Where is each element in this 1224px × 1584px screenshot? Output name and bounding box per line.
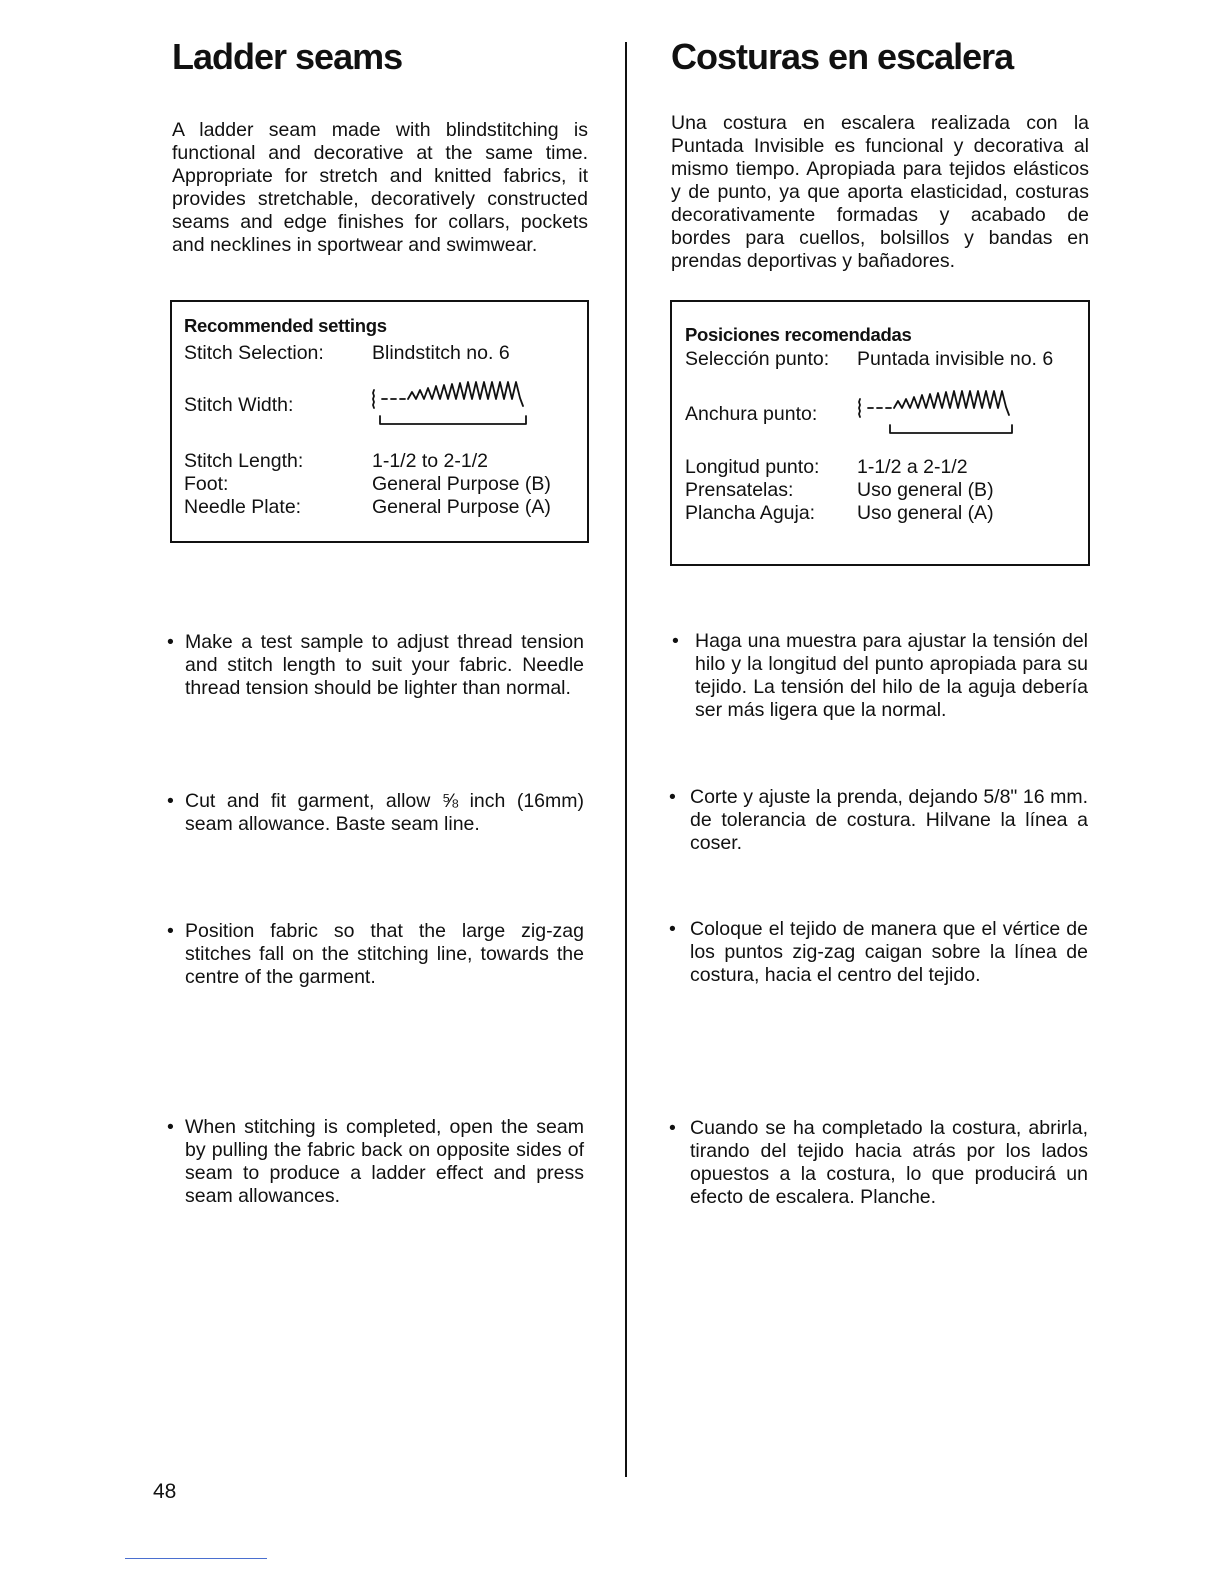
step-text: Corte y ajuste la prenda, dejando 5/8" 16 mm. de tolerancia de costura. Hilvane la línea a coser. <box>690 786 1088 854</box>
stitch-width-diagram <box>370 380 530 430</box>
step-text: Coloque el tejido de manera que el vértice de los puntos zig-zag caigan sobre la línea de costura, hacia el centro del tejido. <box>690 918 1088 986</box>
footer-rule <box>125 1558 267 1559</box>
spanish-intro: Una costura en escalera realizada con la Puntada Invisible es funcional y decorativa al mismo tiempo. Apropiada para tejidos elásticos y de punto, ya que aporta elasticidad, costuras decorativamente formadas y acabado de bordes para cuellos, bolsillos y bandas en prendas deportivas y bañadores. <box>671 112 1089 272</box>
spanish-step-1 <box>672 630 1088 722</box>
english-intro: A ladder seam made with blindstitching is functional and decorative at the same time. Appropriate for stretch and knitted fabrics, it provides stretchable, decoratively constructed seams and edge finishes for collars, pockets and necklines in sportwear and swimwear. <box>172 119 588 256</box>
step-text: When stitching is completed, open the seam by pulling the fabric back on opposite sides of seam to produce a ladder effect and press seam allowances. <box>185 1116 584 1207</box>
step-text: Cut and fit garment, allow ⅝ inch (16mm) seam allowance. Baste seam line. <box>185 790 584 835</box>
foot-label: Foot: <box>184 473 229 495</box>
stitch-width-label: Anchura punto: <box>685 403 818 425</box>
bullet-icon: • <box>167 920 174 942</box>
stitch-length-value: 1-1/2 a 2-1/2 <box>857 456 968 478</box>
page-number: 48 <box>153 1480 177 1503</box>
spanish-title: Costuras en escalera <box>671 36 1014 77</box>
english-title: Ladder seams <box>172 36 403 77</box>
stitch-width-label: Stitch Width: <box>184 394 294 416</box>
stitch-length-label: Stitch Length: <box>184 450 304 472</box>
settings-heading: Recommended settings <box>184 315 387 336</box>
needle-plate-label: Needle Plate: <box>184 496 302 518</box>
bullet-icon: • <box>167 1116 174 1138</box>
foot-value: General Purpose (B) <box>372 473 551 495</box>
english-step-1 <box>167 631 584 723</box>
foot-value: Uso general (B) <box>857 479 994 501</box>
stitch-length-label: Longitud punto: <box>685 456 820 478</box>
spanish-step-2 <box>669 786 1088 855</box>
bullet-icon: • <box>669 786 676 808</box>
stitch-selection-value: Puntada invisible no. 6 <box>857 348 1054 370</box>
english-step-3 <box>167 920 584 989</box>
foot-label: Prensatelas: <box>685 479 794 501</box>
stitch-selection-value: Blindstitch no. 6 <box>372 342 510 364</box>
step-text: Make a test sample to adjust thread tension and stitch length to suit your fabric. Needle thread tension should be lighter than normal. <box>185 631 584 699</box>
step-text: Cuando se ha completado la costura, abrirla, tirando del tejido hacia atrás por los lados opuestos a la costura, lo que producirá un efecto de escalera. Planche. <box>690 1117 1088 1208</box>
stitch-length-value: 1-1/2 to 2-1/2 <box>372 450 488 472</box>
bullet-icon: • <box>167 790 174 812</box>
step-text: Position fabric so that the large zig-zag stitches fall on the stitching line, towards the centre of the garment. <box>185 920 584 988</box>
needle-plate-label: Plancha Aguja: <box>685 502 816 524</box>
spanish-step-4 <box>669 1117 1088 1209</box>
settings-heading: Posiciones recomendadas <box>685 324 912 345</box>
needle-plate-value: Uso general (A) <box>857 502 994 524</box>
english-step-4 <box>167 1116 584 1208</box>
stitch-selection-label: Selección punto: <box>685 348 830 370</box>
bullet-icon: • <box>669 918 676 940</box>
column-divider <box>625 42 627 1477</box>
stitch-selection-label: Stitch Selection: <box>184 342 324 364</box>
bullet-icon: • <box>167 631 174 653</box>
english-step-2 <box>167 790 584 836</box>
stitch-width-diagram <box>856 389 1016 439</box>
step-text: Haga una muestra para ajustar la tensión del hilo y la longitud del punto apropiada para su tejido. La tensión del hilo de la aguja debería ser más ligera que la normal. <box>695 630 1088 721</box>
bullet-icon: • <box>672 630 679 652</box>
bullet-icon: • <box>669 1117 676 1139</box>
spanish-settings-box <box>670 300 1090 566</box>
spanish-step-3 <box>669 918 1088 987</box>
needle-plate-value: General Purpose (A) <box>372 496 551 518</box>
english-settings-box <box>170 300 589 543</box>
